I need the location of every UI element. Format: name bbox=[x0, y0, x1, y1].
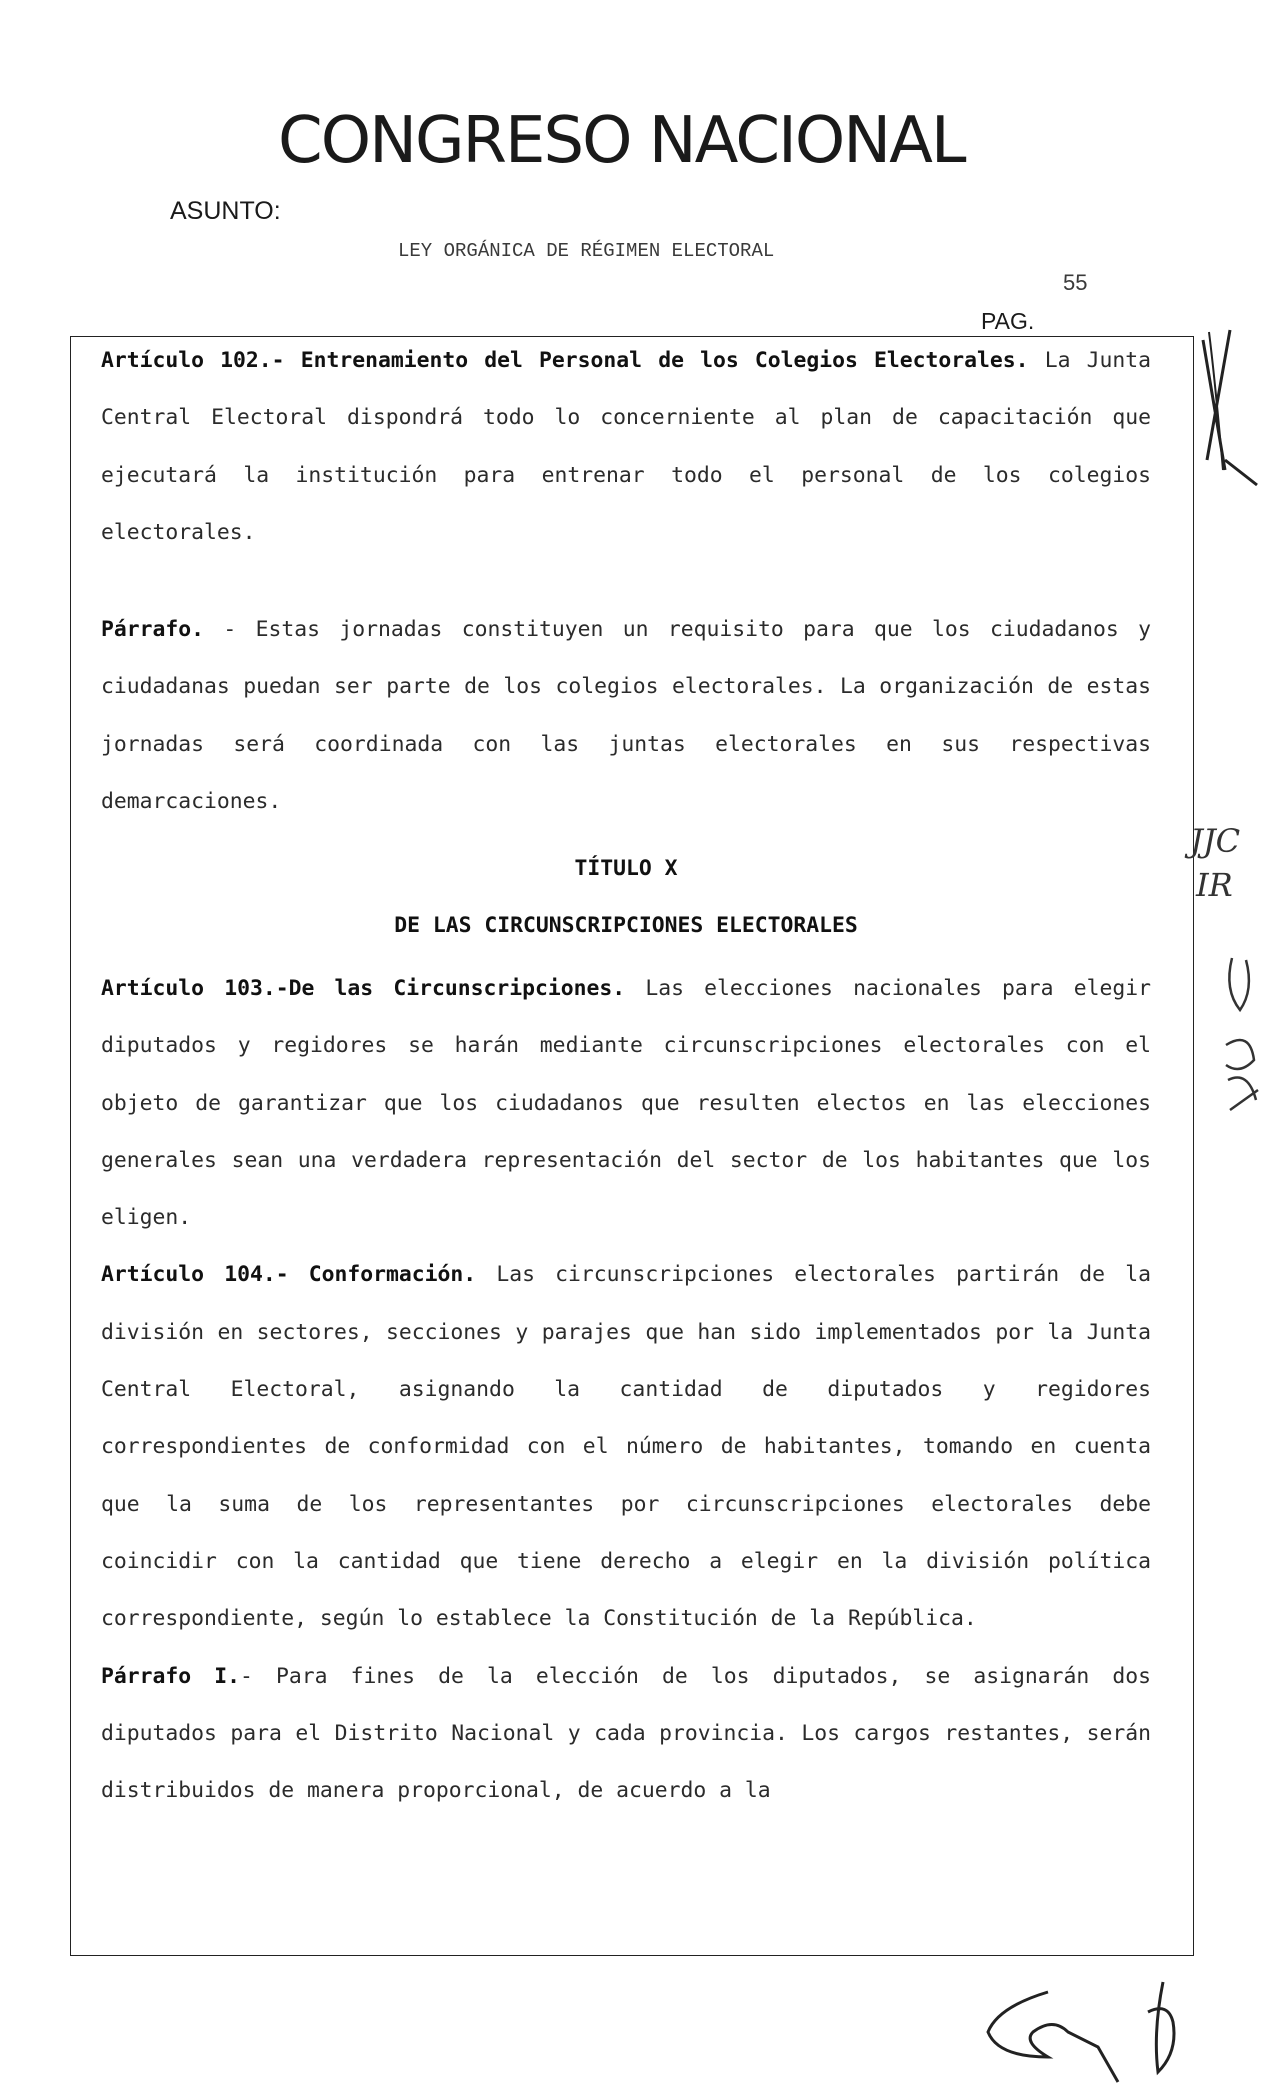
signature-mark-top bbox=[1195, 320, 1264, 490]
article-102-parrafo-heading: Párrafo. bbox=[101, 617, 205, 643]
article-103-heading: Artículo 103.-De las Circunscripciones. bbox=[101, 976, 626, 1001]
article-102-parrafo bbox=[101, 601, 1151, 830]
page-number: 55 bbox=[1063, 270, 1088, 295]
article-104 bbox=[101, 1246, 1151, 1647]
article-102-heading: Artículo 102.- Entrenamiento del Personal de los Colegios Electorales. bbox=[101, 348, 1029, 373]
article-103-text: Las elecciones nacionales para elegir diputados y regidores se harán mediante circunscripciones electorales con el objeto de garantizar que los ciudadanos que resulten electos en las elecciones generales sean una verdadera representación del sector de los habitantes que los eligen. bbox=[101, 976, 1151, 1231]
asunto-label: ASUNTO: bbox=[170, 197, 281, 225]
article-103-104-block bbox=[101, 960, 1151, 1819]
titulo-name: DE LAS CIRCUNSCRIPCIONES ELECTORALES bbox=[394, 913, 858, 938]
article-102-text: La Junta Central Electoral dispondrá todo lo concerniente al plan de capacitación que ejecutará la institución para entrenar todo el personal de los colegios electorales. bbox=[101, 348, 1152, 545]
titulo-number: TÍTULO X bbox=[574, 856, 678, 881]
article-104-parrafo-1-text: - Para fines de la elección de los diputados, se asignarán dos diputados para el Distrito Nacional y cada provincia. Los cargos restantes, serán distribuidos de manera proporcional, de acuerdo a la bbox=[101, 1663, 1151, 1804]
article-103 bbox=[101, 960, 1151, 1246]
article-104-heading: Artículo 104.- Conformación. bbox=[101, 1262, 477, 1288]
document-subject: LEY ORGÁNICA DE RÉGIMEN ELECTORAL bbox=[398, 240, 775, 262]
bottom-signature bbox=[978, 1972, 1208, 2092]
article-104-text: Las circunscripciones electorales partirán de la división en sectores, secciones y parajes que han sido implementados por la Junta Central Electoral, asignando la cantidad de diputados y regidores correspondientes de conformidad con el número de habitantes, tomando en cuenta que la suma de los representantes por circunscripciones electorales debe coincidir con la cantidad que tiene derecho a elegir en la división política correspondiente, según lo establece la Constitución de la República. bbox=[101, 1262, 1151, 1632]
article-102 bbox=[101, 332, 1151, 561]
header-title: CONGRESO NACIONAL bbox=[278, 104, 965, 178]
margin-initials-1: JJC bbox=[1190, 822, 1241, 860]
article-102-block bbox=[101, 332, 1151, 830]
pag-label: PAG. bbox=[981, 308, 1035, 334]
article-104-parrafo-1-heading: Párrafo I. bbox=[101, 1663, 241, 1689]
article-102-parrafo-text: - Estas jornadas constituyen un requisito para que los ciudadanos y ciudadanas puedan ser parte de los colegios electorales. La organización de estas jornadas será coordinada con las juntas electorales en sus respectivas demarcaciones. bbox=[101, 617, 1151, 815]
margin-signature-mark bbox=[1220, 950, 1264, 1120]
margin-initials-2: IR bbox=[1196, 866, 1233, 904]
article-104-parrafo-1 bbox=[101, 1648, 1151, 1820]
